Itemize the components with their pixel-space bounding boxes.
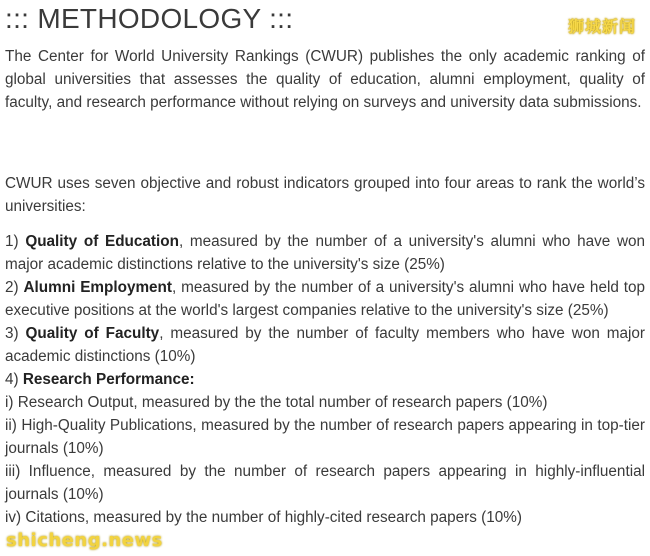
sub-indicator-research-output: i) Research Output, measured by the the total number of research papers (10%) <box>5 394 548 411</box>
indicator-title: Alumni Employment <box>23 279 172 296</box>
page-title: ::: METHODOLOGY ::: <box>5 3 294 34</box>
indicator-list <box>5 230 645 529</box>
intro-paragraph: The Center for World University Rankings (CWUR) publishes the only academic ranking of global universities that assesses the quality of education, alumni employment, quality of faculty, and research performance without relying on surveys and university data submissions. <box>5 48 645 111</box>
indicator-title: Quality of Education <box>25 233 179 250</box>
indicator-title: Research Performance: <box>22 371 195 388</box>
indicator-item-quality-of-education: 1) Quality of Education, measured by the number of a university's alumni who have won major academic distinctions relative to the university's size (25%) <box>5 233 646 273</box>
sub-indicator-high-quality-publications: ii) High-Quality Publications, measured by the number of research papers appearing in top-tier journals (10%) <box>5 417 645 457</box>
sub-indicator-influence: iii) Influence, measured by the number of research papers appearing in highly-influential journals (10%) <box>5 463 645 503</box>
watermark-logo-bottom: shicheng.news <box>6 530 163 551</box>
indicator-item-alumni-employment: 2) Alumni Employment, measured by the number of a university's alumni who have held top executive positions at the world's largest companies relative to the university's size (25%) <box>5 279 645 319</box>
indicators-intro-paragraph: CWUR uses seven objective and robust indicators grouped into four areas to rank the world’s universities: <box>5 175 645 215</box>
sub-indicator-citations: iv) Citations, measured by the number of highly-cited research papers (10%) <box>5 509 522 526</box>
watermark-logo-top: 狮城新闻 <box>567 17 636 36</box>
indicator-title: Quality of Faculty <box>25 325 160 342</box>
indicator-item-quality-of-faculty: 3) Quality of Faculty, measured by the number of faculty members who have won major academic distinctions (10%) <box>5 325 645 365</box>
indicator-item-research-performance: 4) Research Performance: <box>5 371 195 388</box>
